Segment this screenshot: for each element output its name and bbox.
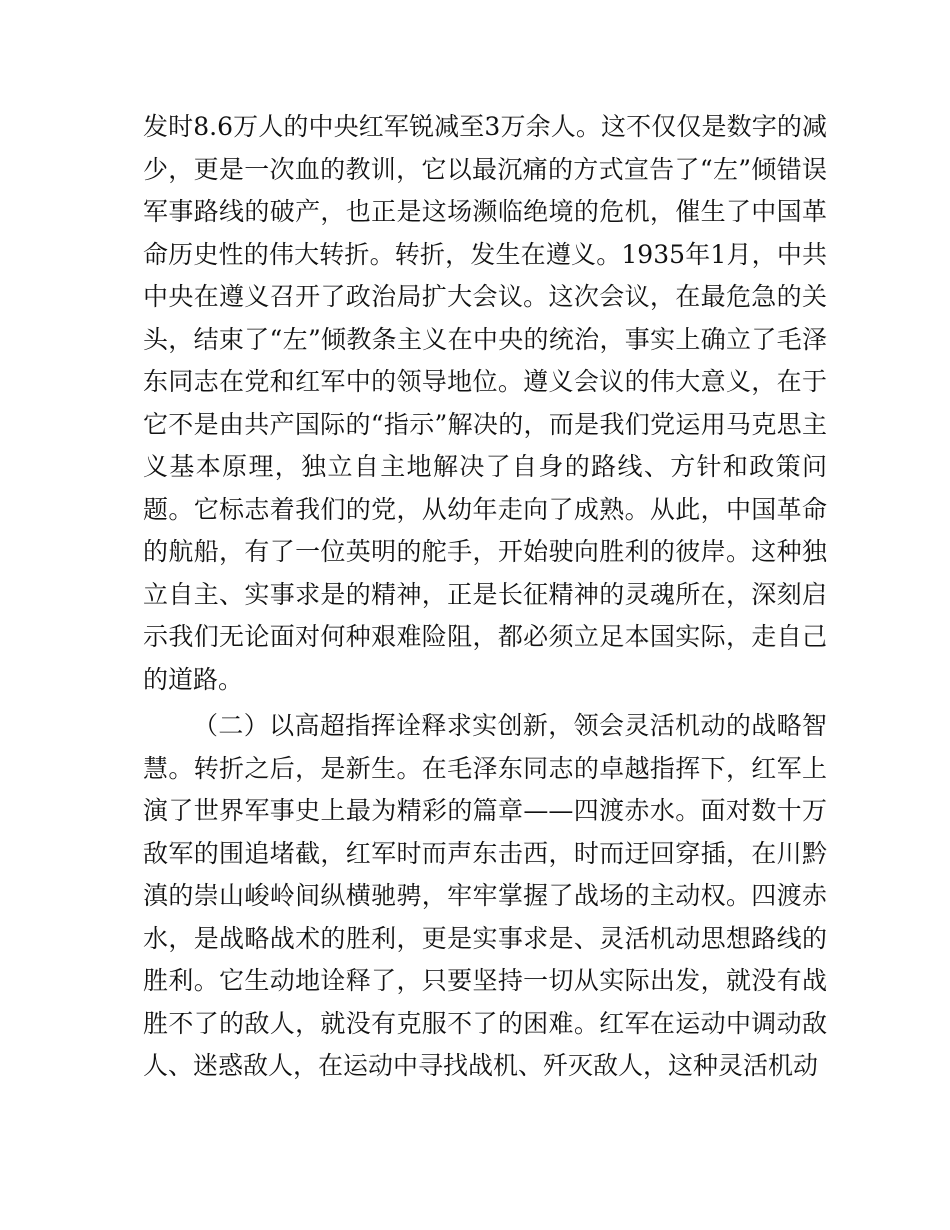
document-body: [143, 106, 827, 1088]
paragraph-zunyi-turning-point: 发时8.6万人的中央红军锐减至3万余人。这不仅仅是数字的减少，更是一次血的教训，它以最沉痛的方式宣告了“左”倾错误军事路线的破产，也正是这场濒临绝境的危机，催生了中国革命历史性的伟大转折。转折，发生在遵义。1935年1月，中共中央在遵义召开了政治局扩大会议。这次会议，在最危急的关头，结束了“左”倾教条主义在中央的统治，事实上确立了毛泽东同志在党和红军中的领导地位。遵义会议的伟大意义，在于它不是由共产国际的“指示”解决的，而是我们党运用马克思主义基本原理，独立自主地解决了自身的路线、方针和政策问题。它标志着我们的党，从幼年走向了成熟。从此，中国革命的航船，有了一位英明的舵手，开始驶向胜利的彼岸。这种独立自主、实事求是的精神，正是长征精神的灵魂所在，深刻启示我们无论面对何种艰难险阻，都必须立足本国实际，走自己的道路。: [143, 112, 827, 694]
paragraph-four-crossings-chishui: （二）以高超指挥诠释求实创新，领会灵活机动的战略智慧。转折之后，是新生。在毛泽东同志的卓越指挥下，红军上演了世界军事史上最为精彩的篇章——四渡赤水。面对数十万敌军的围追堵截，红军时而声东击西，时而迂回穿插，在川黔滇的崇山峻岭间纵横驰骋，牢牢掌握了战场的主动权。四渡赤水，是战略战术的胜利，更是实事求是、灵活机动思想路线的胜利。它生动地诠释了，只要坚持一切从实际出发，就没有战胜不了的敌人，就没有克服不了的困难。红军在运动中调动敌人、迷惑敌人，在运动中寻找战机、歼灭敌人，这种灵活机动: [143, 711, 827, 1080]
